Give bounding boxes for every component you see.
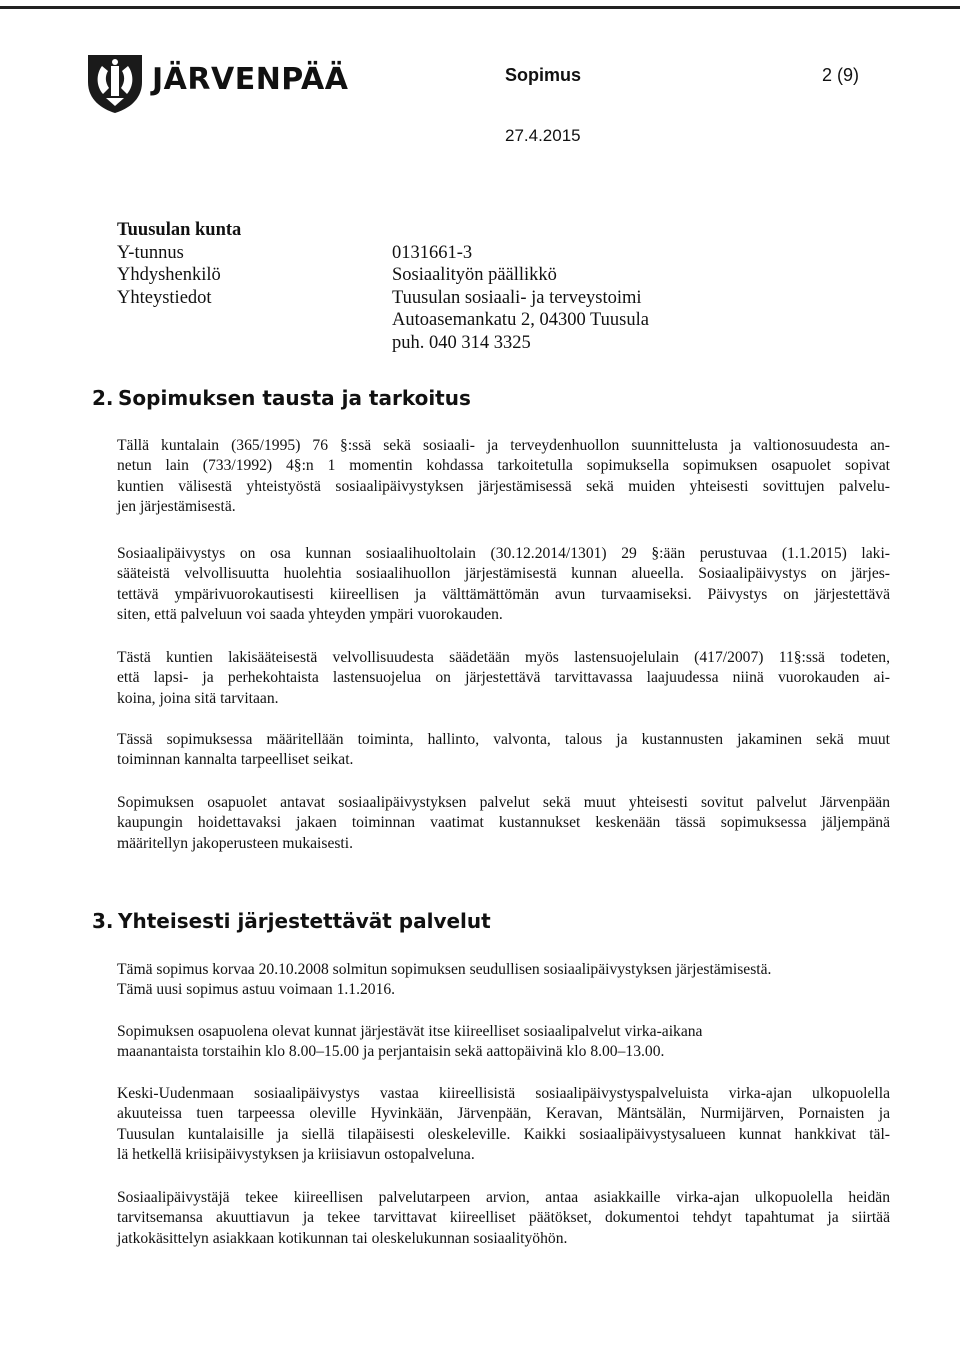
text-line: jen järjestämisestä.: [117, 497, 236, 515]
document-type: Sopimus: [505, 65, 582, 85]
text-line: maanantaista torstaihin klo 8.00–15.00 ja perjantaisin sekä aattopäivinä klo 8.00–13.00.: [117, 1043, 665, 1061]
section-3-paragraph: [117, 1188, 890, 1249]
text-line: Sosiaalipäivystys on osa kunnan sosiaalihuoltolain (30.12.2014/1301) 29 §:ään perustuvaa (1.1.2015) laki-: [117, 545, 890, 562]
text-line: sääteistä velvollisuutta huolehtia sosiaalihuollon järjestämisestä kunnan alueella. Sosiaalipäivystys on järjes-: [117, 565, 890, 583]
section-3-paragraph: [117, 960, 890, 1001]
party-row-label: [117, 309, 392, 332]
text-line: tettävä ympärivuorokautisesti kiireellisen ja välttämättömän avun turvaamiseksi. Päivystys on järjestettävä: [117, 585, 890, 603]
section-number: 3.: [92, 909, 114, 933]
party-row-value: Autoasemankatu 2, 04300 Tuusula: [392, 310, 649, 330]
text-line: akuuteissa tuen tarpeessa oleville Hyvinkään, Järvenpään, Keravan, Mäntsälän, Nurmijärven, Pornaisten ja: [117, 1105, 890, 1123]
document-date: 27.4.2015: [505, 126, 581, 145]
page-number: 2 (9): [822, 65, 860, 85]
text-line: kaupungin hoidettavaksi jakaen toiminnan vaatimat kustannukset keskenään tässä sopimuksessa jäljempänä: [117, 814, 890, 832]
section-2-paragraph: [117, 436, 890, 517]
text-line: lä hetkellä kriisipäivystyksen ja kriisiavun ostopalveluna.: [117, 1145, 475, 1163]
party-row-value: Sosiaalityön päällikkö: [392, 265, 557, 285]
party-row-contact-info: [117, 287, 649, 310]
text-line: netun lain (733/1992) 4§:n 1 momentin kohdassa tarkoitetulla sopimuksella sopimuksen osapuolet sopivat: [117, 457, 890, 475]
text-line: Sopimuksen osapuolena olevat kunnat järjestävät itse kiireelliset sosiaalipalvelut virka-aikana: [117, 1023, 703, 1040]
text-line: Sopimuksen osapuolet antavat sosiaalipäivystyksen palvelut sekä muut yhteisesti sovitut palvelut Järvenpään: [117, 794, 890, 811]
party-info-block: [117, 219, 649, 354]
text-line: siten, että palveluun voi saada yhteyden ympäri vuorokauden.: [117, 605, 503, 623]
text-line: Tämä uusi sopimus astuu voimaan 1.1.2016.: [117, 981, 396, 999]
text-line: toiminnan kannalta tarpeelliset seikat.: [117, 751, 354, 769]
section-2-paragraph: [117, 793, 890, 854]
section-2-paragraph: [117, 730, 890, 771]
party-row-label: Yhteystiedot: [117, 287, 212, 308]
section-2-paragraph: [117, 544, 890, 625]
party-row-address: [117, 309, 649, 332]
text-line: Tällä kuntalain (365/1995) 76 §:ssä sekä sosiaali- ja terveydenhuollon suunnittelusta ja valtionosuudesta an-: [117, 437, 890, 454]
party-row-label: [117, 332, 392, 355]
section-title: Sopimuksen tausta ja tarkoitus: [118, 386, 471, 410]
party-row-value: Tuusulan sosiaali- ja terveystoimi: [392, 287, 642, 308]
text-line: määritellyn jakoperusteen mukaisesti.: [117, 834, 354, 852]
text-line: tarvitsemansa akuuttiavun ja tekee tarvittavat kiireelliset päätökset, dokumentoi tehdyt tapahtumat ja siirtää: [117, 1209, 890, 1227]
text-line: jatkokäsittelyn asiakkaan kotikunnan tai oleskelukunnan sosiaalityöhön.: [117, 1229, 568, 1247]
text-line: Tästä kuntien lakisääteisestä velvollisuudesta säädetään myös lastensuojelulain (417/2007) 11§:ssä todeten,: [117, 649, 890, 666]
party-row-label: Yhdyshenkilö: [117, 265, 221, 285]
top-border-rule: [0, 6, 960, 9]
city-coat-of-arms-logo: [84, 52, 146, 114]
section-number: 2.: [92, 386, 114, 410]
party-row-label: Y-tunnus: [117, 242, 184, 263]
party-name: Tuusulan kunta: [117, 220, 242, 240]
party-row-contact-person: [117, 264, 649, 287]
section-title: Yhteisesti järjestettävät palvelut: [118, 909, 491, 933]
text-line: Tässä sopimuksessa määritellään toiminta, hallinto, valvonta, talous ja kustannusten jakaminen sekä muut: [117, 731, 890, 748]
section-3-heading: [92, 909, 491, 933]
party-row-phone: [117, 332, 649, 355]
logo-wordmark: JÄRVENPÄÄ: [152, 62, 349, 97]
text-line: kuntien välisestä yhteistyöstä sosiaalipäivystyksen järjestämisessä sekä muiden yhteisesti sovittujen palvelu-: [117, 477, 890, 495]
section-3-paragraph: [117, 1022, 890, 1063]
text-line: koina, joina sitä tarvitaan.: [117, 689, 279, 707]
party-row-business-id: [117, 242, 649, 265]
text-line: Sosiaalipäivystäjä tekee kiireellisen palvelutarpeen arvion, antaa asiakkaille virka-ajan ulkopuolella heidän: [117, 1189, 890, 1206]
text-line: Tuusulan kuntalaisille ja siellä tilapäisesti oleskeleville. Kaikki sosiaalipäivystysalueen kunnat hankkivat täl-: [117, 1125, 890, 1143]
text-line: Tämä sopimus korvaa 20.10.2008 solmitun sopimuksen seudullisen sosiaalipäivystyksen järjestämisestä.: [117, 961, 772, 978]
party-row-value: 0131661-3: [392, 242, 473, 263]
party-row-value: puh. 040 314 3325: [392, 332, 531, 353]
text-line: että lapsi- ja perhekohtaista lastensuojelua on järjestettävä tarvittavassa laajuudessa niinä vuorokauden ai-: [117, 669, 890, 687]
section-3-paragraph: [117, 1084, 890, 1165]
section-2-heading: [92, 386, 471, 410]
text-line: Keski-Uudenmaan sosiaalipäivystys vastaa kiireellisistä sosiaalipäivystyspalveluista virka-ajan ulkopuolella: [117, 1085, 890, 1102]
section-2-paragraph: [117, 648, 890, 709]
